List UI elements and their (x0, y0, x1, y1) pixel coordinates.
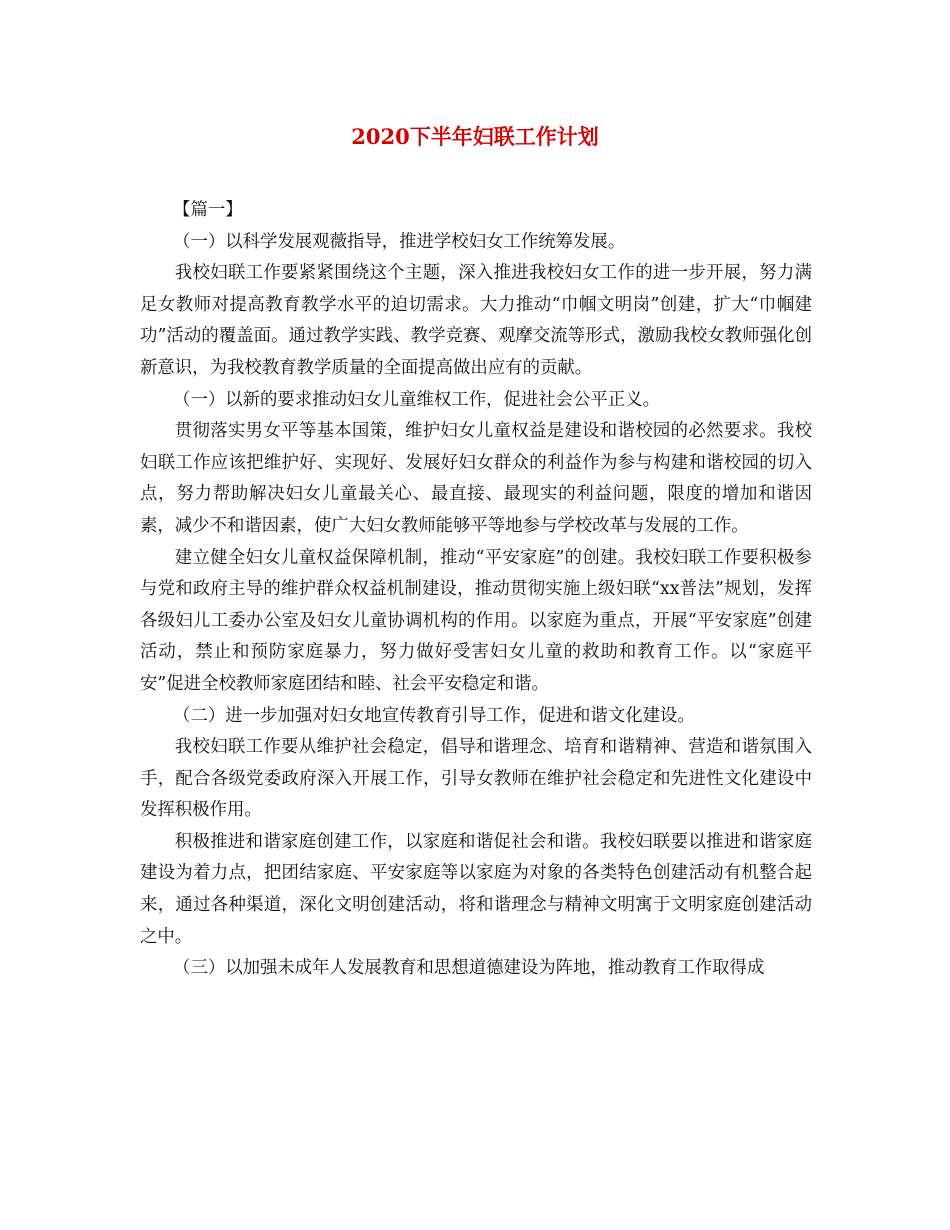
body-paragraph: 积极推进和谐家庭创建工作，以家庭和谐促社会和谐。我校妇联要以推进和谐家庭建设为着力点，把团结家庭、平安家庭等以家庭为对象的各类特色创建活动有机整合起来，通过各种渠道，深化文明创建活动，将和谐理念与精神文明寓于文明家庭创建活动之中。 (140, 831, 812, 947)
section-heading: （一）以新的要求推动妇女儿童维权工作，促进社会公平正义。 (173, 389, 660, 410)
document-title: 2020下半年妇联工作计划 (351, 124, 599, 149)
section-heading: （二）进一步加强对妇女地宣传教育引导工作，促进和谐文化建设。 (173, 705, 695, 726)
section-heading: （一）以科学发展观薇指导，推进学校妇女工作统筹发展。 (173, 231, 626, 252)
body-paragraph: 建立健全妇女儿童权益保障机制，推动“平安家庭”的创建。我校妇联工作要积极参与党和政府主导的维护群众权益机制建设，推动贯彻实施上级妇联“xx普法”规划，发挥各级妇儿工委办公室及妇女儿童协调机构的作用。以家庭为重点，开展“平安家庭”创建活动，禁止和预防家庭暴力，努力做好受害妇女儿童的救助和教育工作。以“家庭平安”促进全校教师家庭团结和睦、社会平安稳定和谐。 (140, 547, 812, 694)
body-paragraph: 贯彻落实男女平等基本国策，维护妇女儿童权益是建设和谐校园的必然要求。我校妇联工作应该把维护好、实现好、发展好妇女群众的利益作为参与构建和谐校园的切入点，努力帮助解决妇女儿童最关心、最直接、最现实的利益问题，限度的增加和谐因素，减少不和谐因素，使广大妇女教师能够平等地参与学校改革与发展的工作。 (140, 421, 812, 536)
section-heading: （三）以加强未成年人发展教育和思想道德建设为阵地，推动教育工作取得成 (173, 958, 765, 979)
body-paragraph: 我校妇联工作要从维护社会稳定，倡导和谐理念、培育和谐精神、营造和谐氛围入手，配合各级党委政府深入开展工作，引导女教师在维护社会稳定和先进性文化建设中发挥积极作用。 (140, 737, 812, 821)
document-body (140, 195, 812, 985)
section-label: 【篇一】 (173, 200, 243, 220)
body-paragraph: 我校妇联工作要紧紧围绕这个主题，深入推进我校妇女工作的进一步开展，努力满足女教师对提高教育教学水平的迫切需求。大力推动“巾帼文明岗”创建，扩大“巾帼建功”活动的覆盖面。通过教学实践、教学竞赛、观摩交流等形式，激励我校女教师强化创新意识，为我校教育教学质量的全面提高做出应有的贡献。 (140, 263, 812, 378)
